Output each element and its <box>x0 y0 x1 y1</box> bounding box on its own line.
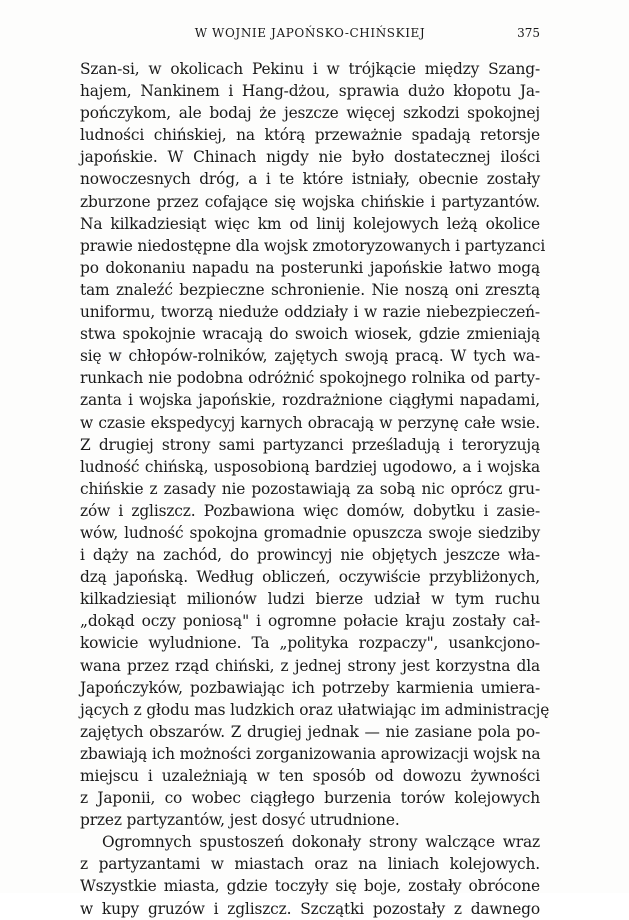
text-line: zajętych obszarów. Z drugiej jednak — nie zasiane pola po- <box>80 722 540 741</box>
text-line: stwa spokojnie wracają do swoich wiosek, gdzie zmieniają <box>80 325 540 344</box>
text-line: ludność chińską, usposobioną bardziej ugodowo, a i wojska <box>80 457 540 476</box>
text-line: japońskie. W Chinach nigdy nie było dostatecznej ilości <box>80 148 540 167</box>
text-line: „dokąd oczy poniosą" i ogromne połacie kraju zostały cał- <box>80 612 540 631</box>
text-line: hajem, Nankinem i Hang-dżou, sprawia dużo kłopotu Ja- <box>80 82 540 101</box>
text-line: dzą japońską. Według obliczeń, oczywiście przybliżonych, <box>80 568 540 587</box>
text-line: zanta i wojska japońskie, rozdrażnione ciągłymi napadami, <box>80 391 540 410</box>
text-line: w kupy gruzów i zgliszcz. Szczątki pozostały z dawnego <box>80 899 540 918</box>
text-line: uniformu, tworzą nieduże oddziały i w razie niebezpieczeń- <box>80 303 540 322</box>
chapter-title: W WOJNIE JAPOŃSKO-CHIŃSKIEJ <box>194 26 426 40</box>
text-line: Szan-si, w okolicach Pekinu i w trójkącie między Szang- <box>80 60 540 78</box>
text-line: nowoczesnych dróg, a i te które istniały, obecnie zostały <box>80 170 540 189</box>
text-line: Na kilkadziesiąt więc km od linij kolejowych leżą okolice <box>80 214 540 233</box>
page-number: 375 <box>517 26 540 40</box>
text-line: i dąży na zachód, do prowincyj nie objętych jeszcze wła- <box>80 546 540 565</box>
text-line: ludności chińskiej, na którą przeważnie spadają retorsje <box>80 126 540 145</box>
text-line: zbawiają ich możności zorganizowania aprowizacji wojsk na <box>80 744 541 763</box>
text-line: z Japonii, co wobec ciągłego burzenia torów kolejowych <box>80 789 540 808</box>
text-line: przez partyzantów, jest dosyć utrudnione. <box>80 811 400 830</box>
text-line: pończykom, ale bodaj że jeszcze więcej szkodzi spokojnej <box>80 104 540 123</box>
text-line: runkach nie podobna odróżnić spokojnego rolnika od party- <box>80 369 540 388</box>
text-line: kowicie wyludnione. Ta „polityka rozpaczy", usankcjono- <box>80 634 540 653</box>
text-line: tam znaleźć bezpieczne schronienie. Nie noszą oni zresztą <box>80 280 540 299</box>
text-line: wów, ludność spokojna gromadnie opuszcza swoje siedziby <box>80 523 540 542</box>
text-line: Ogromnych spustoszeń dokonały strony walczące wraz <box>102 833 540 852</box>
running-header <box>80 26 540 46</box>
text-line: Japończyków, pozbawiając ich potrzeby karmienia umiera- <box>80 678 540 697</box>
text-line: jących z głodu mas ludzkich oraz ułatwiając im administrację <box>80 700 550 719</box>
text-line: prawie niedostępne dla wojsk zmotoryzowanych i partyzanci <box>80 236 546 255</box>
text-line: wana przez rząd chiński, z jednej strony jest korzystna dla <box>80 656 540 675</box>
text-line: po dokonaniu napadu na posterunki japońskie łatwo mogą <box>80 258 540 277</box>
body-text <box>80 58 550 920</box>
paragraph <box>80 58 550 831</box>
text-line: miejscu i uzależniają w ten sposób od dowozu żywności <box>80 767 540 785</box>
text-line: chińskie z zasady nie pozostawiają za sobą nic oprócz gru- <box>80 479 540 498</box>
text-line: Z drugiej strony sami partyzanci prześladują i teroryzują <box>80 435 540 454</box>
text-line: z partyzantami w miastach oraz na liniach kolejowych. <box>80 855 540 874</box>
text-line: zów i zgliszcz. Pozbawiona więc domów, dobytku i zasie- <box>80 501 540 520</box>
text-line: Wszystkie miasta, gdzie toczyły się boje, zostały obrócone <box>80 877 540 896</box>
text-line: zburzone przez cofające się wojska chińskie i partyzantów. <box>80 192 540 211</box>
text-line: kilkadziesiąt milionów ludzi bierze udział w tym ruchu <box>80 590 540 609</box>
text-line: się w chłopów-rolników, zajętych swoją pracą. W tych wa- <box>80 347 540 366</box>
text-line: w czasie ekspedycyj karnych obracają w perzynę całe wsie. <box>80 413 540 432</box>
paragraph <box>80 831 540 919</box>
